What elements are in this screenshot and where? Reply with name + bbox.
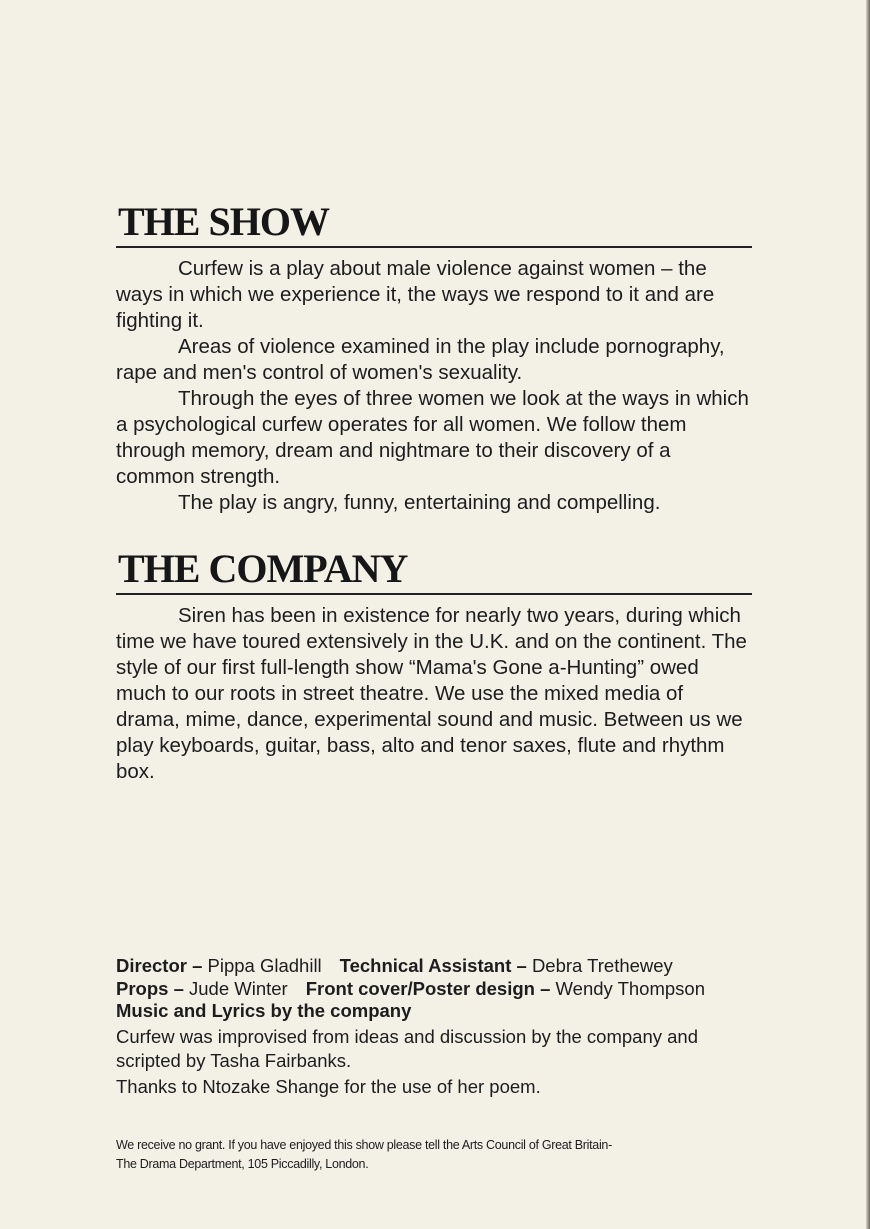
company-section [116, 547, 752, 785]
props-label: Props – [116, 977, 184, 999]
company-body [116, 595, 752, 785]
thanks-note: Thanks to Ntozake Shange for the use of her poem. [116, 1075, 541, 1097]
page-edge [866, 0, 870, 1229]
credits-row-1 [116, 955, 796, 978]
show-paragraph: Curfew is a play about male violence against women – the ways in which we experience it, the ways we respond to it and are fighting it. [116, 257, 715, 332]
show-paragraph: The play is angry, funny, entertaining and compelling. [178, 491, 661, 514]
show-body [116, 248, 752, 516]
show-heading: THE SHOW [116, 200, 752, 248]
company-paragraph: Siren has been in existence for nearly two years, during which time we have toured extensively in the U.K. and on the continent. The style of our first full-length show “Mama's Gone a-Hunting” owed much to our roots in street theatre. We use the mixed media of drama, mime, dance, experimental sound and music. Between us we play keyboards, guitar, bass, alto and tenor saxes, flute and rhythm box. [116, 604, 747, 783]
technical-label: Technical Assistant – [339, 955, 527, 976]
director-label: Director – [116, 955, 203, 976]
technical-name: Debra Trethewey [531, 955, 673, 976]
director-name: Pippa Gladhill [207, 955, 322, 976]
show-paragraph: Areas of violence examined in the play include pornography, rape and men's control of women's sexuality. [116, 335, 725, 384]
props-name: Jude Winter [189, 977, 288, 999]
footer-line-2: The Drama Department, 105 Piccadilly, London. [116, 1157, 369, 1171]
credits-row-2 [116, 978, 796, 1001]
company-heading: THE COMPANY [116, 547, 752, 595]
credits [116, 955, 796, 1099]
music-line: Music and Lyrics by the company [116, 1000, 412, 1021]
footer-note [116, 1136, 796, 1174]
design-label: Front cover/Poster design – [305, 977, 551, 999]
improvised-note: Curfew was improvised from ideas and discussion by the company and scripted by Tasha Fairbanks. [116, 1025, 699, 1071]
show-section [116, 200, 752, 516]
credits-row-3 [116, 1000, 796, 1023]
design-name: Wendy Thompson [555, 977, 706, 999]
footer-line-1: We receive no grant. If you have enjoyed this show please tell the Arts Council of Great Britain- [116, 1138, 612, 1152]
show-paragraph: Through the eyes of three women we look at the ways in which a psychological curfew operates for all women. We follow them through memory, dream and nightmare to their discovery of a common strength. [116, 387, 749, 488]
